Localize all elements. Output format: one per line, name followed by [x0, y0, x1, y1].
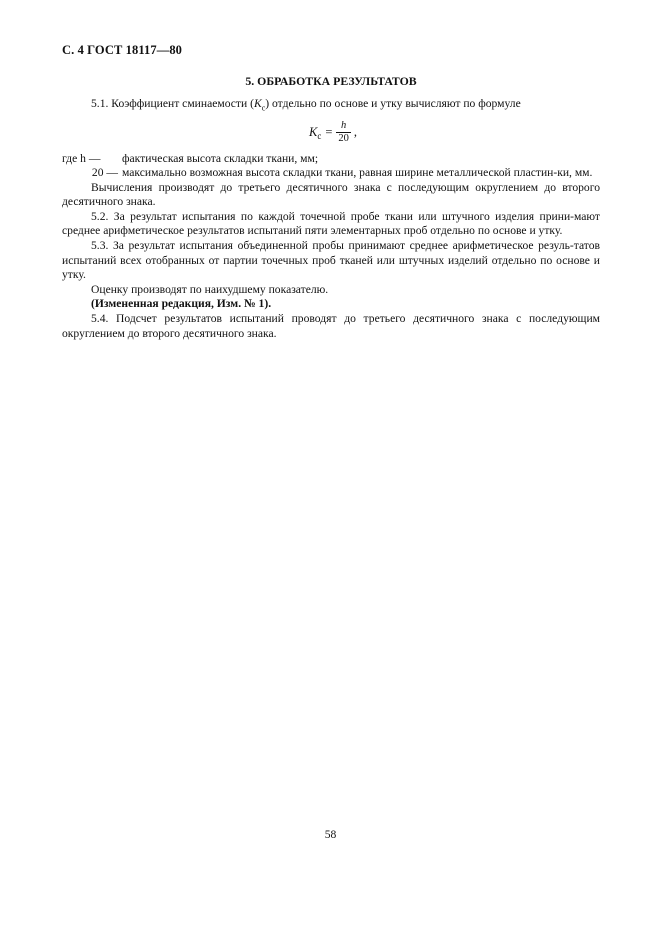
formula-comma: ,: [353, 124, 358, 139]
paragraph-5-2: 5.2. За результат испытания по каждой точечной пробе ткани или штучного изделия прини-мают среднее арифметическое результатов испытаний пяти элементарных проб отдельно по основе и утку.: [62, 209, 600, 238]
paragraph-5-1-end: ) отдельно по основе и утку вычисляют по формуле: [265, 96, 521, 110]
paragraph-assessment: Оценку производят по наихудшему показателю.: [91, 282, 329, 296]
formula-lhs-subscript: c: [317, 130, 322, 141]
formula: [62, 118, 600, 150]
where-item-h: [62, 152, 600, 167]
formula-expression: [309, 120, 357, 145]
paragraph-revision-note: (Измененная редакция, Изм. № 1).: [91, 297, 272, 311]
where-label-h: где h —: [62, 151, 101, 165]
where-text-20: максимально возможная высота складки ткани, равная ширине металлической пластин-ки, мм.: [122, 166, 593, 180]
paragraph-5-1-start: 5.1. Коэффициент сминаемости (: [91, 96, 254, 110]
coefficient-subscript: c: [261, 102, 266, 112]
formula-equals: =: [325, 124, 333, 139]
paragraph-calculation: Вычисления производят до третьего десятичного знака с последующим округлением до второго десятичного знака.: [62, 180, 600, 209]
where-item-20: [62, 166, 600, 181]
coefficient-symbol: K: [253, 96, 262, 110]
document-body: [62, 74, 600, 341]
where-text-h: фактическая высота складки ткани, мм;: [122, 151, 319, 165]
paragraph-5-1: [62, 97, 600, 116]
formula-fraction: [336, 120, 351, 145]
formula-numerator: h: [341, 119, 347, 131]
paragraph-5-3: 5.3. За результат испытания объединенной пробы принимают среднее арифметическое резуль-татов испытаний всех отобранных от партии точечных проб тканей или штучных изделий отдельно по основе и утку.: [62, 239, 600, 282]
formula-denominator: 20: [338, 132, 349, 144]
formula-lhs: K: [309, 124, 318, 139]
page-number: 58: [324, 828, 337, 841]
where-label-20: 20 —: [91, 166, 118, 180]
running-header: С. 4 ГОСТ 18117—80: [62, 43, 183, 57]
paragraph-5-4: 5.4. Подсчет результатов испытаний проводят до третьего десятичного знака с последующим округлением до второго десятичного знака.: [62, 312, 600, 340]
section-title: 5. ОБРАБОТКА РЕЗУЛЬТАТОВ: [245, 74, 417, 88]
